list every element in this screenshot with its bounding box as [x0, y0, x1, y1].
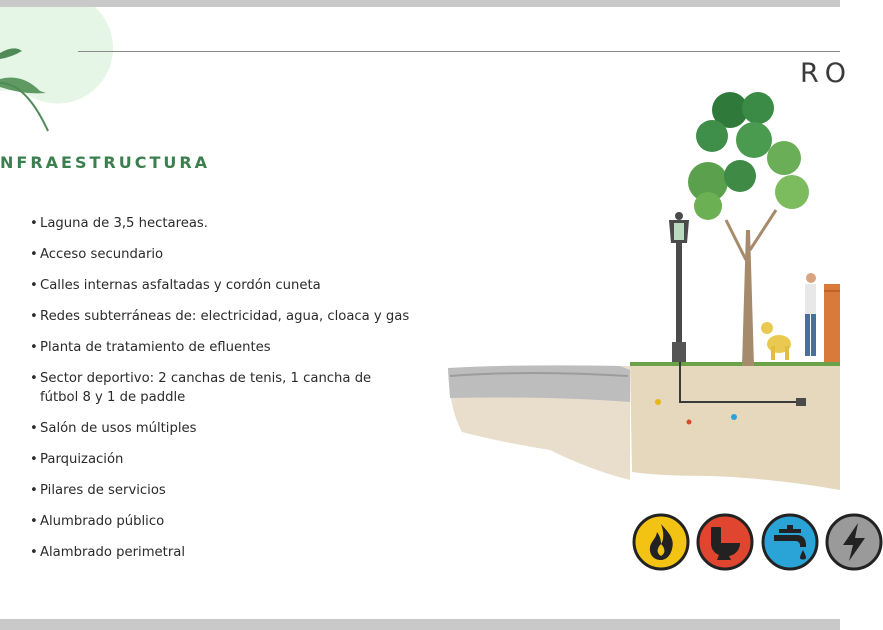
- gas-flame-icon: [632, 513, 690, 571]
- list-item: • Alumbrado público: [30, 512, 430, 531]
- list-item: • Sector deportivo: 2 canchas de tenis, 1 cancha de fútbol 8 y 1 de paddle: [30, 369, 395, 407]
- list-item: • Pilares de servicios: [30, 481, 430, 500]
- list-item: • Acceso secundario: [30, 245, 430, 264]
- leaf-decoration-icon: [0, 7, 100, 92]
- section-title: NFRAESTRUCTURA: [0, 153, 211, 172]
- list-item: • Laguna de 3,5 hectareas.: [30, 214, 430, 233]
- bottom-frame-bar: [0, 619, 840, 630]
- list-item: • Calles internas asfaltadas y cordón cuneta: [30, 276, 430, 295]
- water-faucet-icon: [761, 513, 819, 571]
- toilet-sewer-icon: [696, 513, 754, 571]
- list-item: • Salón de usos múltiples: [30, 419, 430, 438]
- list-item: • Planta de tratamiento de efluentes: [30, 338, 430, 357]
- infrastructure-illustration: [440, 80, 840, 490]
- header-divider: [78, 51, 840, 52]
- list-item: • Redes subterráneas de: electricidad, agua, cloaca y gas: [30, 307, 430, 326]
- infrastructure-list: [30, 214, 430, 562]
- top-frame-bar: [0, 0, 840, 7]
- list-item: • Alambrado perimetral: [30, 543, 430, 562]
- brand-name-partial: RO: [800, 58, 853, 89]
- electricity-icon: [825, 513, 883, 571]
- list-item: • Parquización: [30, 450, 430, 469]
